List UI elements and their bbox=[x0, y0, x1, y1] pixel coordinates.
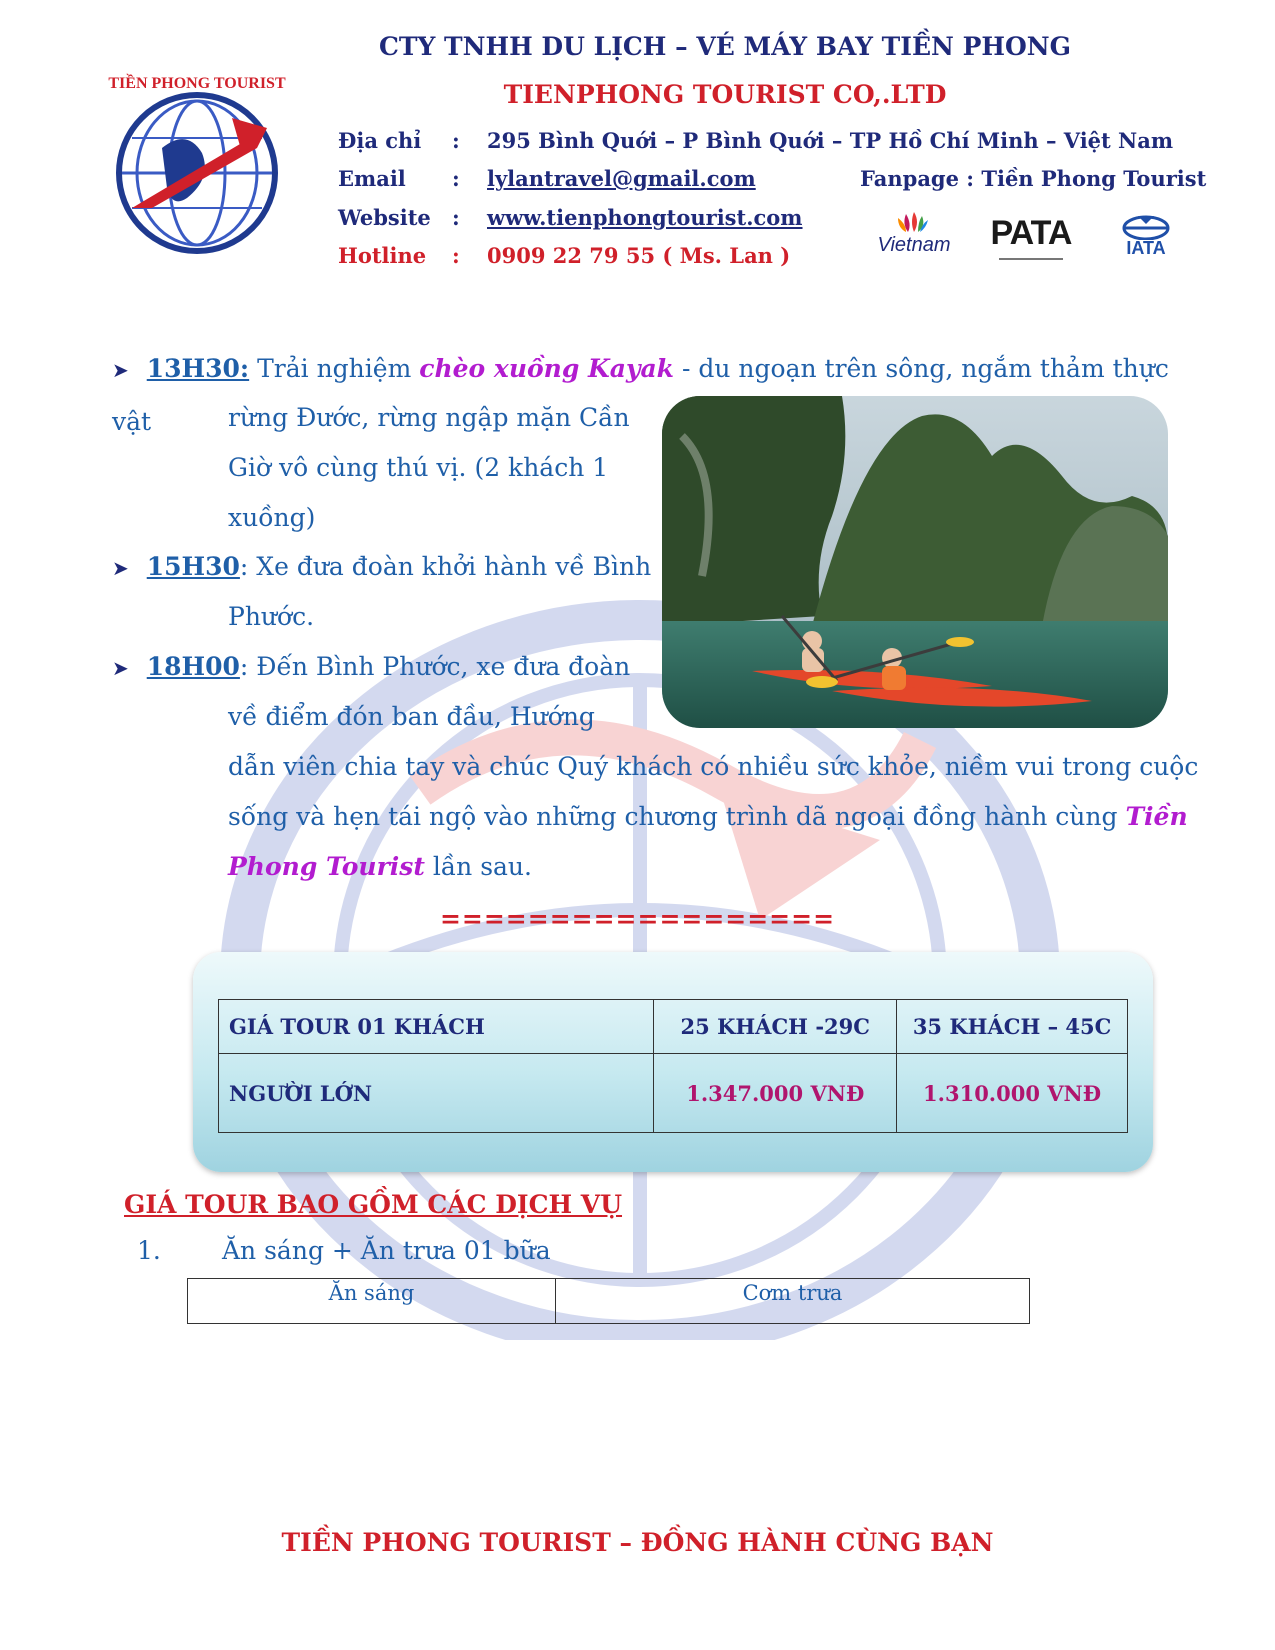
item3-line-4 bbox=[228, 791, 1188, 842]
item1-highlight: chèo xuồng Kayak bbox=[419, 354, 675, 383]
item3-line-5 bbox=[228, 841, 532, 892]
item3-line-4-text: sống và hẹn tái ngộ vào những chương trình dã ngoại đồng hành cùng bbox=[228, 802, 1126, 831]
item2-line-2: Phước. bbox=[228, 602, 315, 631]
item3-text: : Đến Bình Phước, xe đưa đoàn bbox=[239, 652, 631, 681]
price-value-2: 1.310.000 VNĐ bbox=[897, 1054, 1128, 1133]
meal-table-row bbox=[188, 1279, 1030, 1324]
website-label: Website bbox=[338, 205, 431, 230]
item2-text: : Xe đưa đoàn khởi hành về Bình bbox=[239, 552, 652, 581]
item3-line-5-highlight: Phong Tourist bbox=[228, 852, 425, 881]
item1-post-text: - du ngoạn trên sông, ngắm thảm thực vật bbox=[112, 354, 1169, 436]
price-row-label: NGƯỜI LỚN bbox=[219, 1054, 654, 1133]
fanpage-text: Fanpage : Tiền Phong Tourist bbox=[860, 166, 1207, 191]
pata-logo bbox=[985, 210, 1077, 268]
iata-logo bbox=[1110, 210, 1182, 268]
item3-line-4-highlight: Tiền bbox=[1125, 802, 1188, 831]
website-colon: : bbox=[452, 205, 460, 230]
item1-line-4: xuồng) bbox=[228, 503, 316, 532]
meal-table bbox=[187, 1278, 1030, 1324]
time-18h00: 18H00 bbox=[146, 652, 240, 681]
meal-lunch: Cơm trưa bbox=[556, 1279, 1030, 1324]
meal-breakfast: Ăn sáng bbox=[188, 1279, 556, 1324]
time-13h30: 13H30: bbox=[146, 354, 250, 383]
hotline-colon: : bbox=[452, 243, 460, 268]
vietnam-logo-text: Vietnam bbox=[877, 234, 951, 256]
email-label: Email bbox=[338, 166, 406, 191]
address-colon: : bbox=[452, 128, 460, 153]
arrow-bullet-icon: ➤ bbox=[112, 556, 129, 580]
price-table bbox=[218, 999, 1128, 1133]
item3-line-3: dẫn viên chia tay và chúc Quý khách có nhiều sức khỏe, niềm vui trong cuộc bbox=[228, 752, 1199, 781]
services-title: GIÁ TOUR BAO GỒM CÁC DỊCH VỤ bbox=[124, 1190, 623, 1219]
hotline-label: Hotline bbox=[338, 243, 427, 268]
arrow-bullet-icon: ➤ bbox=[112, 358, 129, 382]
price-panel bbox=[193, 952, 1153, 1172]
address-value: 295 Bình Quới – P Bình Quới – TP Hồ Chí Minh – Việt Nam bbox=[487, 128, 1174, 153]
price-table-row bbox=[219, 1054, 1128, 1133]
company-logo bbox=[92, 58, 302, 268]
address-label: Địa chỉ bbox=[338, 128, 422, 153]
pata-underline bbox=[999, 258, 1063, 260]
time-15h30: 15H30 bbox=[146, 552, 240, 581]
iata-globe-icon bbox=[1110, 210, 1182, 240]
website-link[interactable]: www.tienphongtourist.com bbox=[487, 205, 803, 230]
footer-slogan: TIỀN PHONG TOURIST – ĐỒNG HÀNH CÙNG BẠN bbox=[281, 1528, 994, 1557]
itinerary-item-3 bbox=[112, 641, 630, 694]
item3-line-5-text: lần sau. bbox=[424, 852, 532, 881]
pata-logo-text: PATA bbox=[990, 214, 1072, 252]
item1-line-2: rừng Đước, rừng ngập mặn Cần bbox=[228, 403, 630, 432]
item1-line-3: Giờ vô cùng thú vị. (2 khách 1 bbox=[228, 453, 609, 482]
itinerary-item-2 bbox=[112, 541, 651, 594]
company-name-vn: CTY TNHH DU LỊCH – VÉ MÁY BAY TIỀN PHONG bbox=[378, 32, 1071, 61]
hotline-value: 0909 22 79 55 ( Ms. Lan ) bbox=[487, 243, 791, 268]
arrow-bullet-icon: ➤ bbox=[112, 656, 129, 680]
service-item-number: 1. bbox=[137, 1236, 161, 1265]
logo-text: TIỀN PHONG TOURIST bbox=[108, 75, 286, 92]
separator-line: ================== bbox=[439, 904, 836, 933]
email-link[interactable]: lylantravel@gmail.com bbox=[487, 166, 756, 191]
item1-pre-text: Trải nghiệm bbox=[249, 354, 420, 383]
price-header-col-2: 35 KHÁCH – 45C bbox=[897, 1000, 1128, 1054]
price-header-label: GIÁ TOUR 01 KHÁCH bbox=[219, 1000, 654, 1054]
price-header-col-1: 25 KHÁCH -29C bbox=[654, 1000, 897, 1054]
iata-logo-text: IATA bbox=[1126, 238, 1166, 258]
price-table-header-row bbox=[219, 1000, 1128, 1054]
item3-line-2: về điểm đón ban đầu, Hướng bbox=[228, 702, 595, 731]
vietnam-tourism-logo bbox=[868, 210, 960, 268]
service-item-text: Ăn sáng + Ăn trưa 01 bữa bbox=[222, 1236, 551, 1265]
company-name-en: TIENPHONG TOURIST CO,.LTD bbox=[503, 80, 947, 109]
price-value-1: 1.347.000 VNĐ bbox=[654, 1054, 897, 1133]
email-colon: : bbox=[452, 166, 460, 191]
